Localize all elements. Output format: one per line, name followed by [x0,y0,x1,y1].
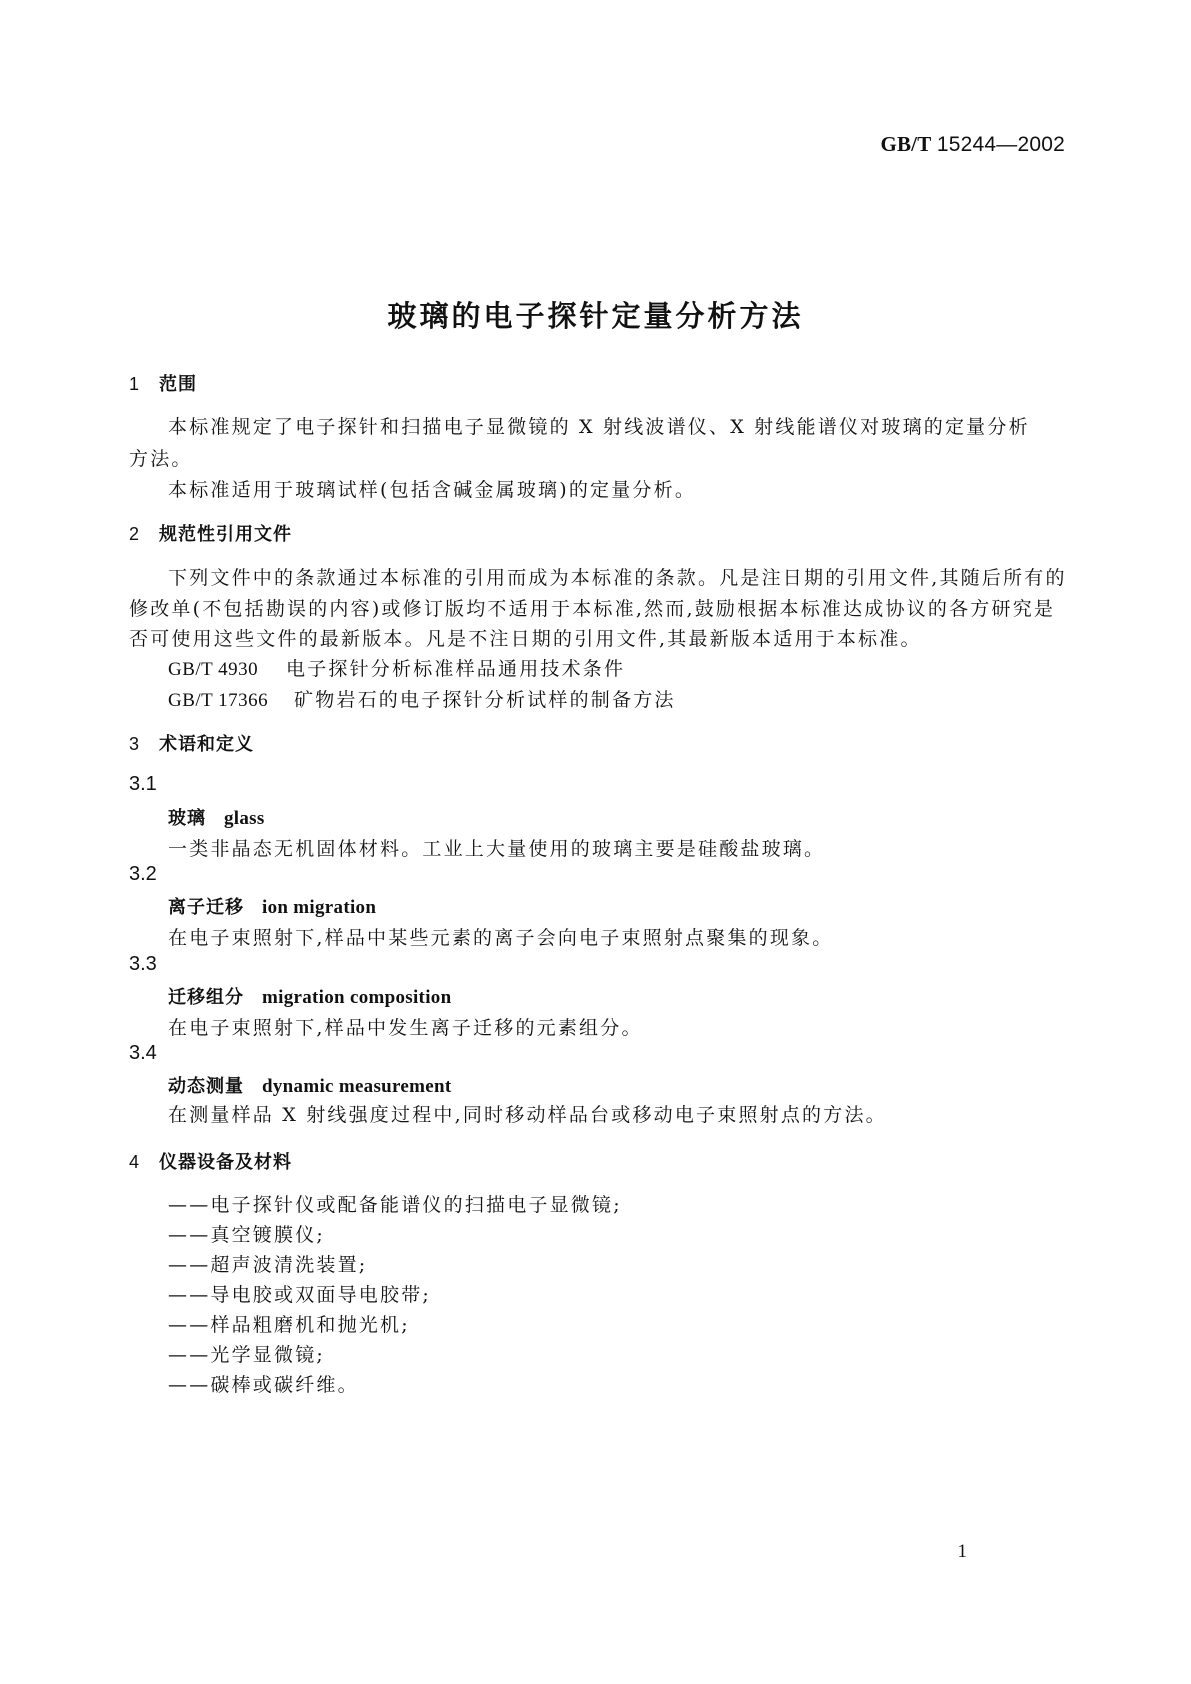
standard-number: 15244—2002 [936,133,1065,156]
section-2-heading: 2 规范性引用文件 [129,524,292,545]
section-1-paragraph-2: 本标准适用于玻璃试样(包括含碱金属玻璃)的定量分析。 [168,479,697,501]
reference-item [168,685,676,712]
term-number: 3.3 [129,953,157,975]
section-2-paragraph-line-1: 下列文件中的条款通过本标准的引用而成为本标准的条款。凡是注日期的引用文件,其随后所有的 [168,567,1067,589]
term-number: 3.4 [129,1042,157,1064]
list-item: ——光学显微镜; [168,1344,326,1366]
section-1-paragraph-1-line-1: 本标准规定了电子探针和扫描电子显微镜的 X 射线波谱仪、X 射线能谱仪对玻璃的定量分析 [168,416,1030,438]
term-chinese: 动态测量 [168,1076,244,1097]
list-item: ——碳棒或碳纤维。 [168,1374,359,1396]
term-chinese: 离子迁移 [168,897,244,918]
list-item: ——超声波清洗装置; [168,1254,368,1276]
section-2-paragraph-line-2: 修改单(不包括勘误的内容)或修订版均不适用于本标准,然而,鼓励根据本标准达成协议的各方研究是 [129,598,1056,620]
term-definition: 在电子束照射下,样品中发生离子迁移的元素组分。 [168,1017,643,1039]
term-english: dynamic measurement [262,1076,452,1097]
term-heading [168,893,376,919]
term-definition: 一类非晶态无机固体材料。工业上大量使用的玻璃主要是硅酸盐玻璃。 [168,838,826,860]
term-heading [168,983,451,1009]
term-english: migration composition [262,987,452,1008]
reference-title: 矿物岩石的电子探针分析试样的制备方法 [294,689,676,711]
section-3-heading: 3 术语和定义 [129,734,254,755]
term-heading [168,1072,452,1098]
term-definition: 在电子束照射下,样品中某些元素的离子会向电子束照射点聚集的现象。 [168,927,834,949]
section-1-paragraph-1-line-2: 方法。 [129,448,193,470]
reference-title: 电子探针分析标准样品通用技术条件 [286,658,626,680]
reference-code: GB/T 17366 [168,690,269,711]
reference-item [168,654,625,681]
term-definition: 在测量样品 X 射线强度过程中,同时移动样品台或移动电子束照射点的方法。 [168,1104,887,1126]
term-number: 3.1 [129,773,157,795]
term-chinese: 玻璃 [168,808,206,829]
page-number: 1 [957,1541,967,1562]
standard-code: GB/T [880,132,932,156]
standard-identifier [880,132,1065,157]
list-item: ——导电胶或双面导电胶带; [168,1284,432,1306]
list-item: ——电子探针仪或配备能谱仪的扫描电子显微镜; [168,1194,622,1216]
section-4-heading: 4 仪器设备及材料 [129,1152,292,1173]
term-chinese: 迁移组分 [168,987,244,1008]
term-english: glass [224,808,265,829]
document-title: 玻璃的电子探针定量分析方法 [387,299,804,333]
reference-code: GB/T 4930 [168,659,259,680]
section-2-paragraph-line-3: 否可使用这些文件的最新版本。凡是不注日期的引用文件,其最新版本适用于本标准。 [129,628,922,650]
term-number: 3.2 [129,863,157,885]
section-1-heading: 1 范围 [129,374,197,395]
list-item: ——真空镀膜仪; [168,1224,326,1246]
term-english: ion migration [262,897,377,918]
list-item: ——样品粗磨机和抛光机; [168,1314,410,1336]
term-heading [168,804,265,830]
